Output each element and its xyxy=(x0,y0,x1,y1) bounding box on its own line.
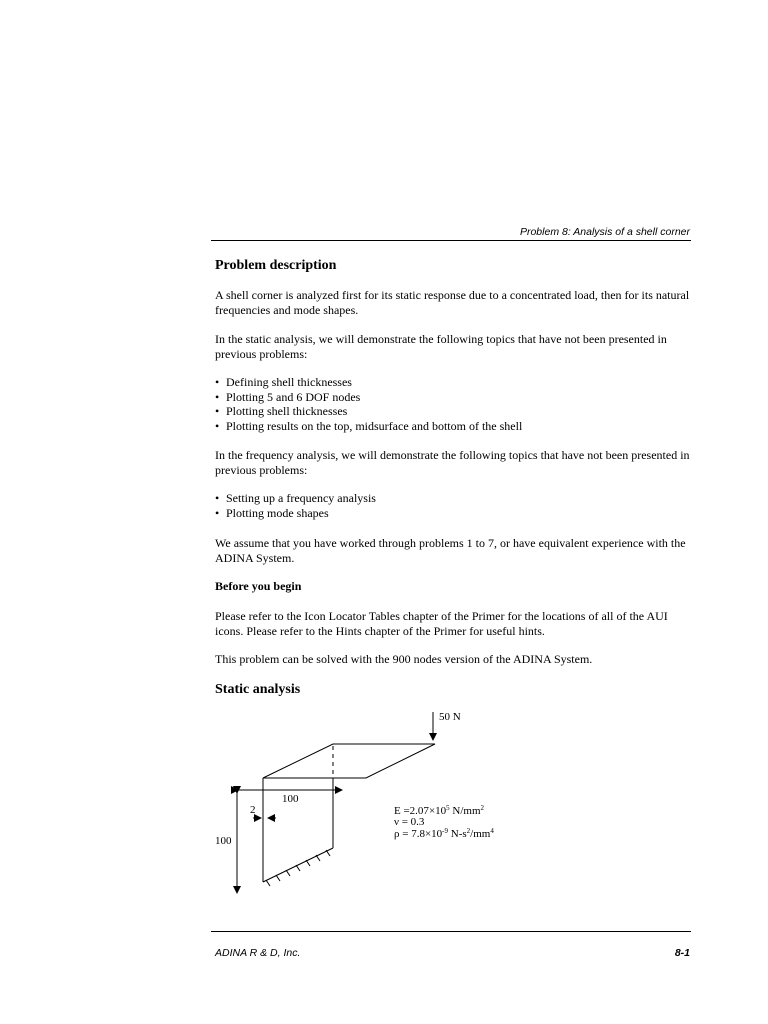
height-label: 100 xyxy=(215,835,232,847)
density-label: $\rho = 7.8\times 10^{-9}$ $N-s^2/mm^4$ xyxy=(394,827,494,840)
frequency-topics-list xyxy=(215,491,693,520)
list-item: • Setting up a frequency analysis xyxy=(215,491,693,506)
thickness-label: 2 xyxy=(250,804,256,816)
running-header: Problem 8: Analysis of a shell corner xyxy=(519,226,690,238)
static-topics-list xyxy=(215,375,693,433)
paragraph: Please refer to the Icon Locator Tables chapter of the Primer for the locations of all of the AUI icons. Please refer to the Hints chapter of the Primer for useful hints. xyxy=(215,609,668,638)
shell-top-surface xyxy=(263,744,435,778)
page-number: 8-1 xyxy=(674,947,690,959)
list-item: • Plotting 5 and 6 DOF nodes xyxy=(215,390,693,405)
paragraph: In the static analysis, we will demonstrate the following topics that have not been presented in previous problems: xyxy=(215,332,667,361)
poisson-label: ν = 0.3 xyxy=(394,816,425,828)
modulus-label: $E =2.07\times 10^5$ $N/mm^2$ xyxy=(394,804,485,817)
paragraph: In the frequency analysis, we will demonstrate the following topics that have not been presented in previous problems: xyxy=(215,448,690,477)
shell-wall-bottom-edge xyxy=(263,848,333,882)
paragraph: A shell corner is analyzed first for its static response due to a concentrated load, then for its natural frequencies and mode shapes. xyxy=(215,288,690,317)
list-item: • Plotting shell thicknesses xyxy=(215,404,693,419)
before-you-begin-body xyxy=(215,609,693,638)
section-heading-problem-description: Problem description xyxy=(215,258,337,273)
section-heading-static-analysis: Static analysis xyxy=(215,682,301,697)
list-item: • Defining shell thicknesses xyxy=(215,375,693,390)
frequency-topics-intro xyxy=(215,448,693,477)
paragraph: This problem can be solved with the 900 nodes version of the ADINA System. xyxy=(215,652,593,666)
list-item: • Plotting results on the top, midsurface and bottom of the shell xyxy=(215,419,693,434)
paragraph: We assume that you have worked through problems 1 to 7, or have equivalent experience with the ADINA System. xyxy=(215,536,686,565)
version-paragraph xyxy=(215,652,693,667)
shell-corner-figure xyxy=(200,700,700,905)
list-item: • Plotting mode shapes xyxy=(215,506,693,521)
footer-rule xyxy=(211,931,691,932)
static-topics-intro xyxy=(215,332,693,361)
load-label: 50 N xyxy=(439,711,461,723)
footer-company: ADINA R & D, Inc. xyxy=(215,947,301,959)
width-label: 100 xyxy=(282,793,299,805)
assumption-paragraph xyxy=(215,536,693,565)
problem-description-body xyxy=(215,288,693,317)
section-heading-before-you-begin: Before you begin xyxy=(215,579,302,593)
fixed-support-hatching xyxy=(266,850,330,886)
header-rule xyxy=(211,240,691,241)
